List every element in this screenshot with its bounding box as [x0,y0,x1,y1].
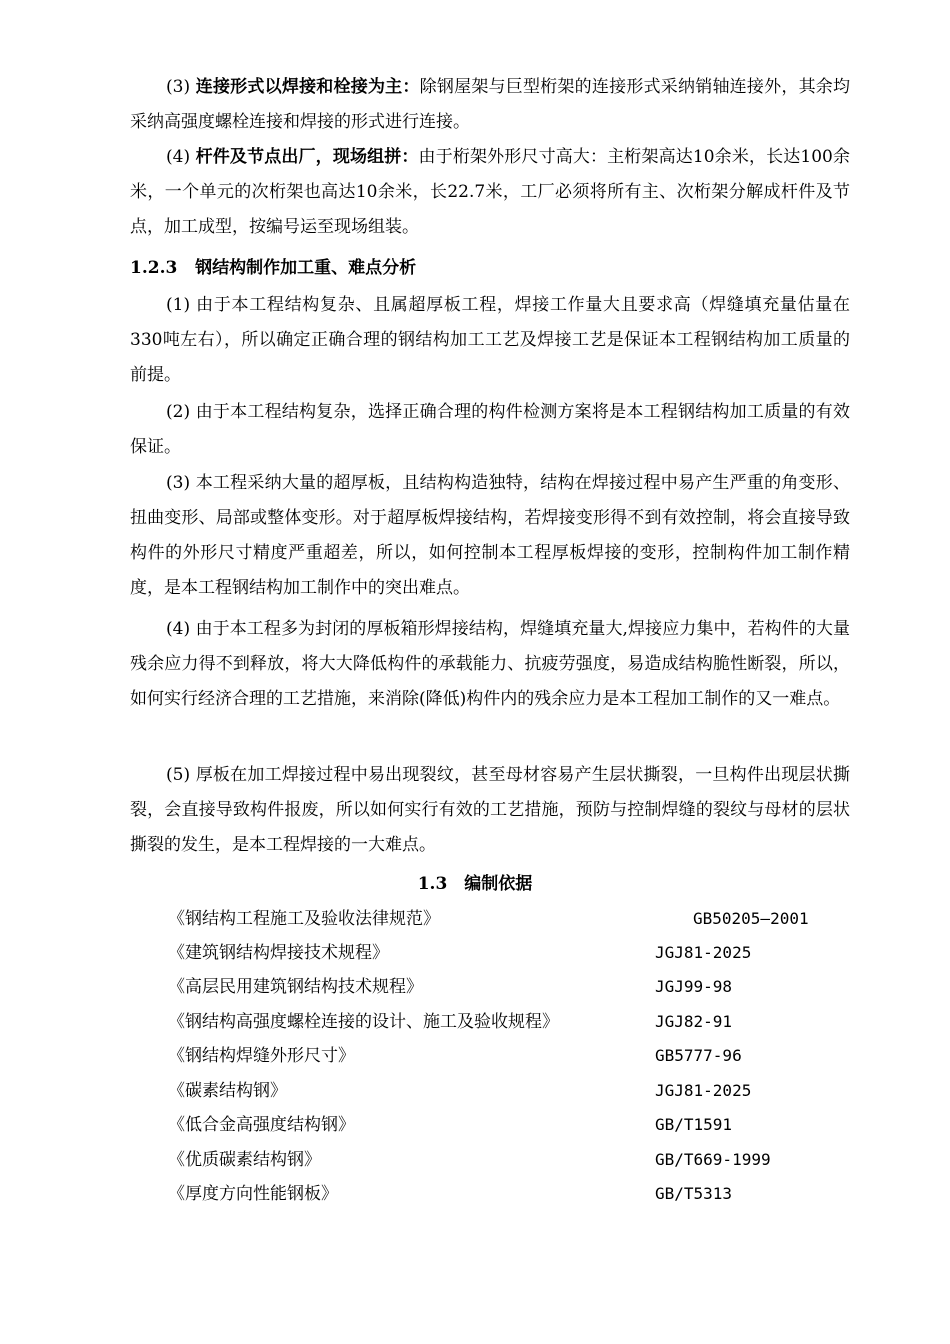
reference-code: JGJ82-91 [655,1012,733,1031]
reference-title: 《低合金高强度结构钢》 [168,1115,355,1135]
reference-code: GB/T5313 [655,1184,733,1203]
section-heading-1-3: 1.3 编制依据 [417,874,533,894]
difficulty-text: (4) 由于本工程多为封闭的厚板箱形焊接结构，焊缝填充量大,焊接应力集中，若构件的大量残余应力得不到释放，将大大降低构件的承载能力、抗疲劳强度，易造成结构脆性断裂，所以，如何实行经济合理的工艺措施，来消除(降低)构件内的残余应力是本工程加工制作的又一难点。 [130,619,850,709]
paragraph-lead: (3) [166,77,196,97]
reference-row [168,970,868,1004]
difficulty-paragraph [130,758,850,863]
reference-row [168,1074,868,1108]
paragraph-bold-lead: 连接形式以焊接和栓接为主： [195,77,420,97]
paragraph-lead: (4) [166,147,196,167]
reference-row [168,1177,868,1211]
difficulty-text: (5) 厚板在加工焊接过程中易出现裂纹，甚至母材容易产生层状撕裂，一旦构件出现层状撕裂，会直接导致构件报废，所以如何实行有效的工艺措施，预防与控制焊缝的裂纹与母材的层状撕裂的发生，是本工程焊接的一大难点。 [130,765,850,855]
difficulty-text: (3) 本工程采纳大量的超厚板，且结构构造独特，结构在焊接过程中易产生严重的角变形、扭曲变形、局部或整体变形。对于超厚板焊接结构，若焊接变形得不到有效控制，将会直接导致构件的外形尺寸精度严重超差，所以，如何控制本工程厚板焊接的变形，控制构件加工制作精度，是本工程钢结构加工制作中的突出难点。 [130,473,850,598]
difficulty-paragraph [130,395,850,465]
reference-title: 《钢结构高强度螺栓连接的设计、施工及验收规程》 [168,1012,559,1032]
reference-row [168,1108,868,1142]
reference-code: GB/T1591 [655,1115,733,1134]
difficulty-paragraph [130,466,850,606]
section-number: 1.2.3 [130,258,178,278]
reference-title: 《钢结构焊缝外形尺寸》 [168,1046,355,1066]
reference-title: 《碳素结构钢》 [168,1081,287,1101]
reference-title: 《优质碳素结构钢》 [168,1150,321,1170]
section-title: 钢结构制作加工重、难点分析 [195,258,417,278]
reference-code: GB/T669-1999 [655,1150,771,1169]
difficulty-paragraph [130,288,850,393]
reference-row [168,902,868,936]
reference-title: 《厚度方向性能钢板》 [168,1184,338,1204]
reference-row [168,936,868,970]
difficulty-paragraph [130,612,850,717]
reference-row [168,1039,868,1073]
difficulty-text: (1) 由于本工程结构复杂、且属超厚板工程，焊接工作量大且要求高（焊缝填充量估量在330吨左右），所以确定正确合理的钢结构加工工艺及焊接工艺是保证本工程钢结构加工质量的前提。 [130,295,850,385]
difficulty-text: (2) 由于本工程结构复杂，选择正确合理的构件检测方案将是本工程钢结构加工质量的有效保证。 [130,402,850,457]
reference-row [168,1143,868,1177]
paragraph-bold-lead: 杆件及节点出厂，现场组拼： [195,147,419,167]
reference-row [168,1005,868,1039]
reference-code: JGJ81-2025 [655,1081,752,1100]
reference-title: 《高层民用建筑钢结构技术规程》 [168,977,423,997]
paragraph-text: 由于桁架外形尺寸高大：主桁架高达10余米，长达100余米，一个单元的次桁架也高达10余米，长22.7米，工厂必须将所有主、次桁架分解成杆件及节点，加工成型，按编号运至现场组装。 [130,147,850,237]
paragraph-text: 除钢屋架与巨型桁架的连接形式采纳销轴连接外，其余均采纳高强度螺栓连接和焊接的形式进行连接。 [130,77,851,132]
paragraph-members-nodes [130,140,850,245]
reference-code: GB5777-96 [655,1046,742,1065]
reference-title: 《钢结构工程施工及验收法律规范》 [168,909,440,929]
reference-title: 《建筑钢结构焊接技术规程》 [168,943,389,963]
reference-code: JGJ99-98 [655,977,733,996]
section-heading-1-2-3 [130,253,416,283]
paragraph-connection-form [130,70,850,140]
reference-code: GB50205—2001 [693,909,809,928]
reference-code: JGJ81-2025 [655,943,752,962]
